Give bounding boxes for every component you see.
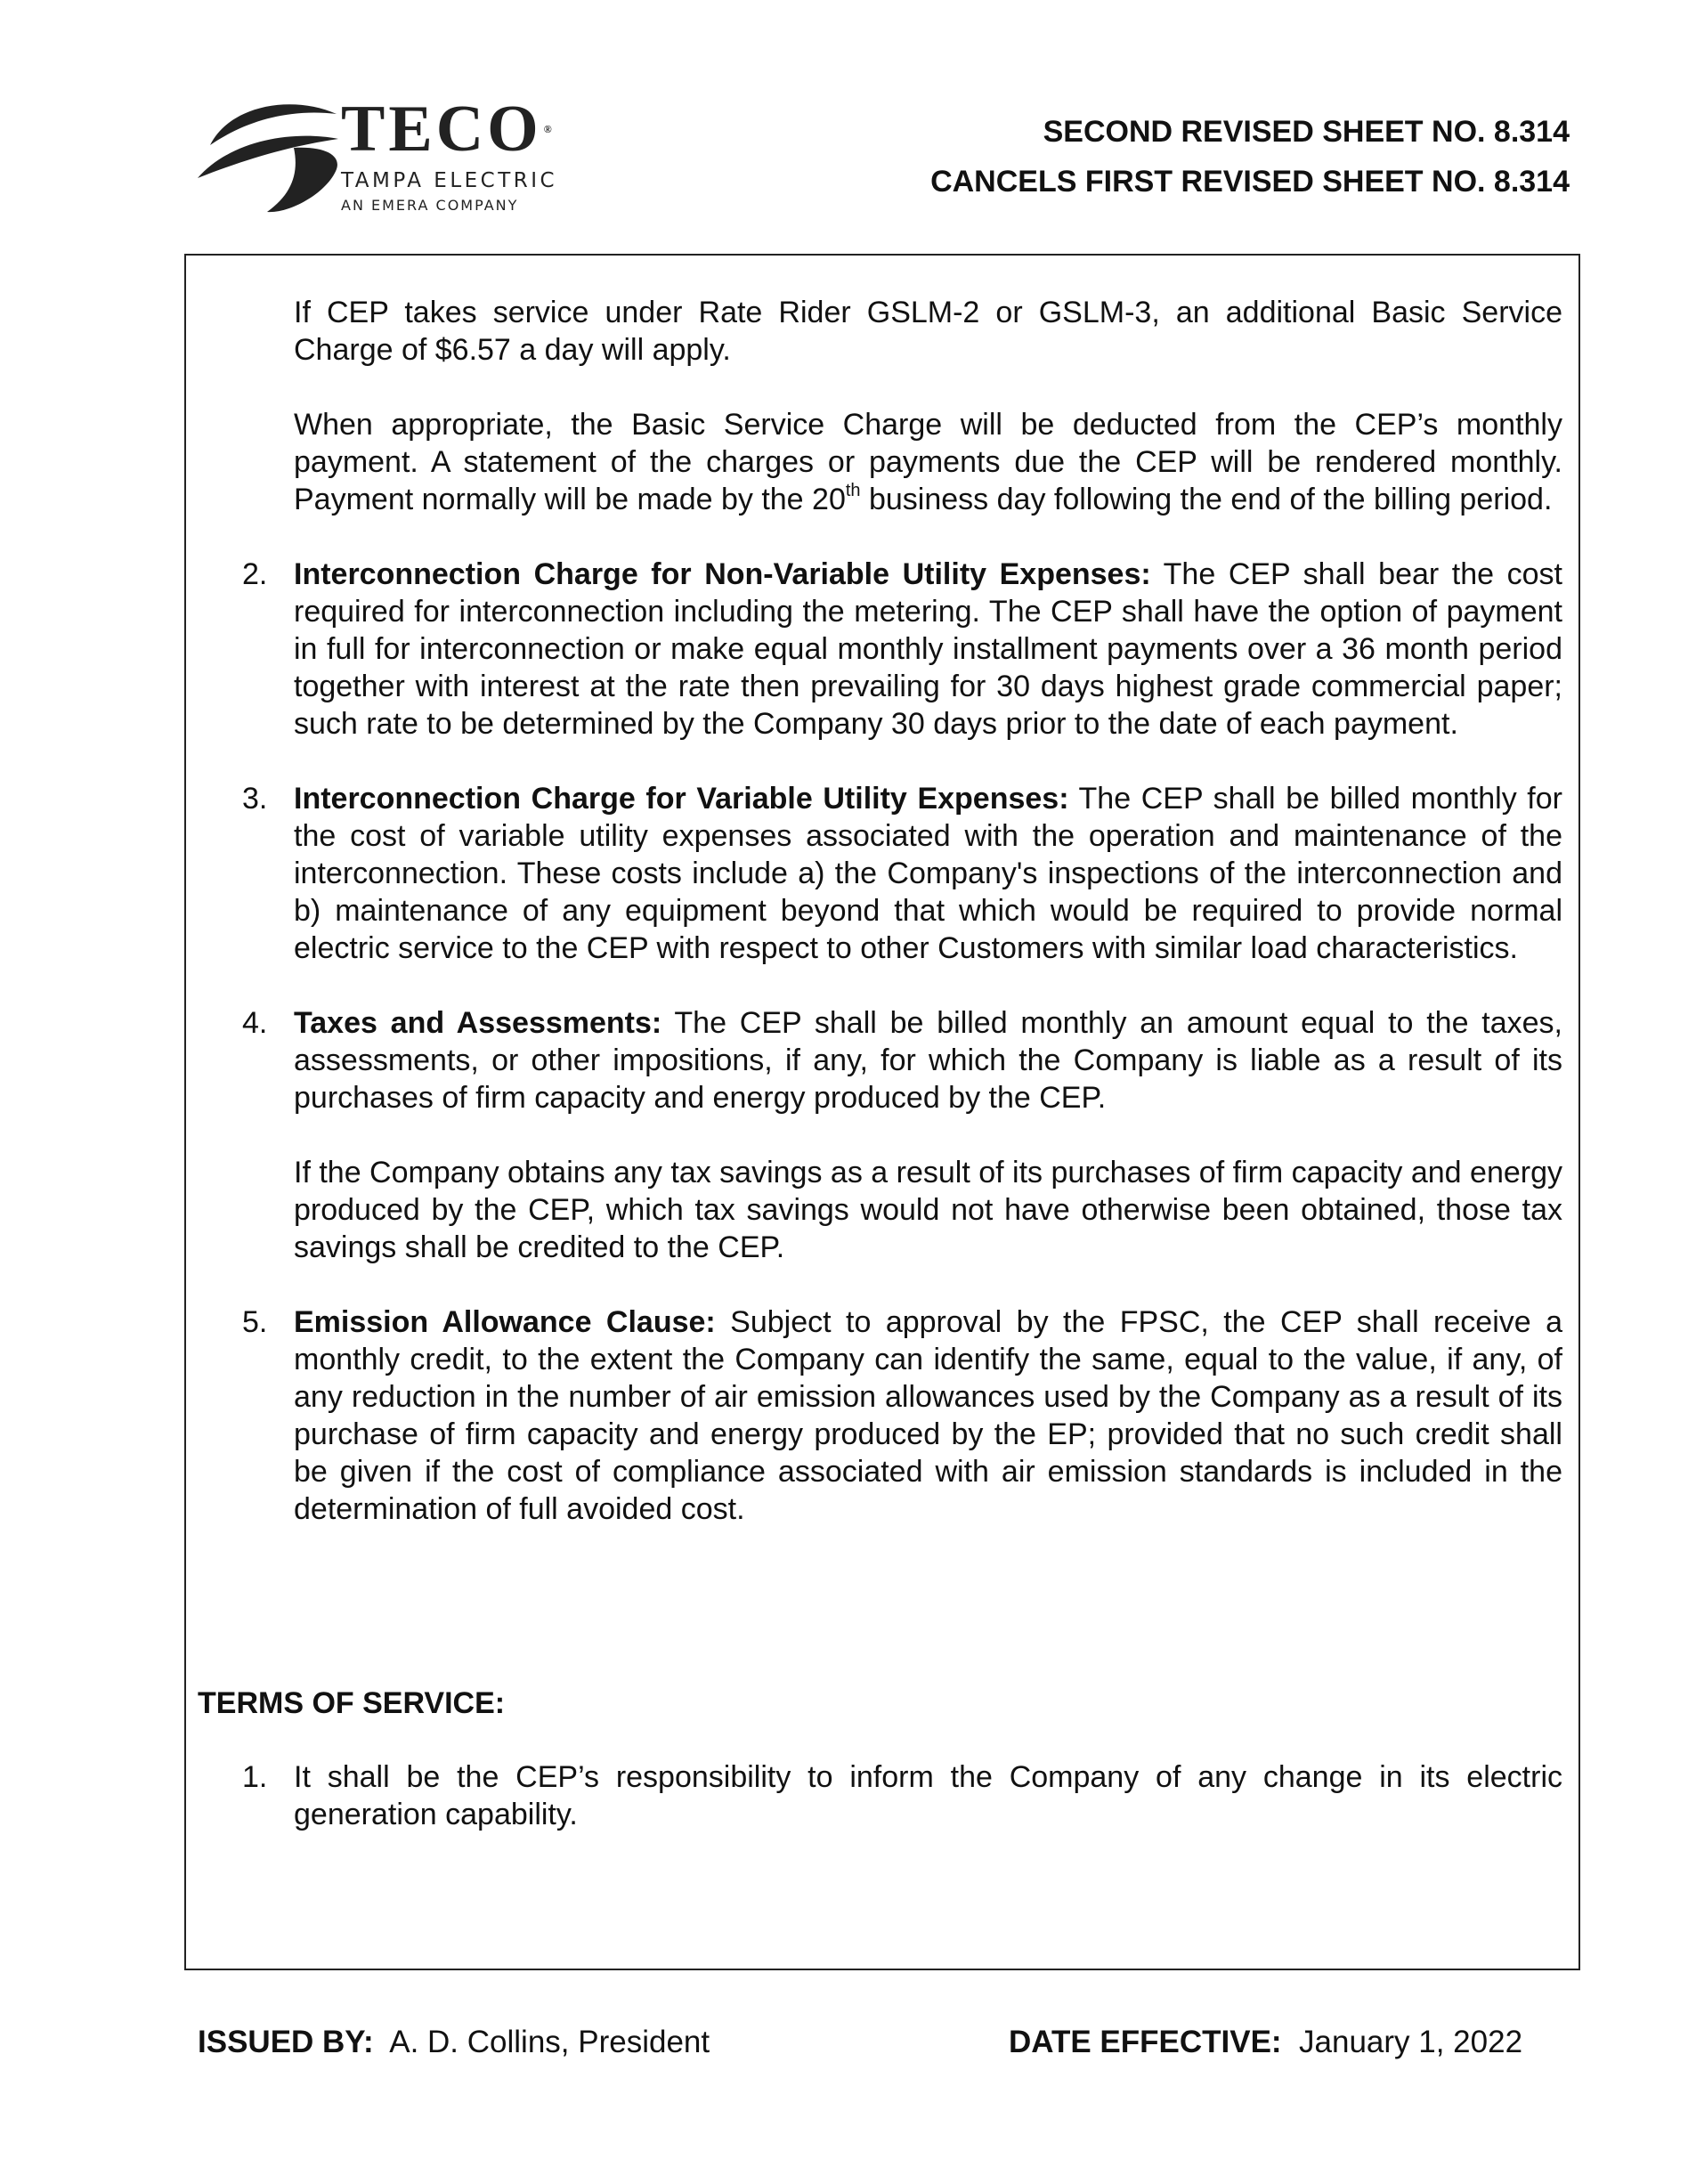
- logo-brand: TECO ®: [341, 93, 556, 166]
- list-item: [242, 556, 1562, 743]
- issued-by-value: A. D. Collins, President: [373, 2025, 710, 2059]
- item-text: Subject to approval by the FPSC, the CEP shall receive a monthly credit, to the extent the Company can identify the same, equal to the value, if any, of any reduction in the number of air emission allowances used by the Company as a result of its purchase of firm capacity and energy produced by the EP; provided that no such credit shall be given if the cost of compliance associated with air emission standards is included in the determination of full avoided cost.: [294, 1305, 1563, 1526]
- date-effective: [1009, 2024, 1522, 2061]
- list-item: [242, 1004, 1562, 1116]
- list-item: [242, 1303, 1563, 1528]
- item-title: Interconnection Charge for Non-Variable Utility Expenses:: [294, 557, 1151, 591]
- list-number: 3.: [242, 782, 268, 816]
- cancels-sheet-number: CANCELS FIRST REVISED SHEET NO. 8.314: [930, 165, 1570, 199]
- paragraph-gslm: If CEP takes service under Rate Rider GSLM-2 or GSLM-3, an additional Basic Service Charge of $6.57 a day will apply.: [294, 296, 1562, 367]
- list-number: 1.: [242, 1760, 268, 1794]
- list-number: 2.: [242, 557, 268, 591]
- paragraph-basic-service-charge: When appropriate, the Basic Service Charge will be deducted from the CEP’s monthly payment. A statement of the charges or payments due the CEP will be rendered monthly. Payment normally will be made by the 20th business day following the end of the billing period.: [294, 408, 1562, 516]
- list-number: 4.: [242, 1006, 268, 1040]
- item-title: Emission Allowance Clause:: [294, 1305, 716, 1339]
- terms-of-service-heading: TERMS OF SERVICE:: [198, 1686, 506, 1720]
- sheet-identifiers: [930, 107, 1570, 207]
- logo-subtitle: TAMPA ELECTRIC: [341, 169, 558, 192]
- swoosh-icon: [194, 96, 341, 216]
- item-text: The CEP shall bear the cost required for interconnection including the metering. The CEP shall have the option of payment in full for interconnection or make equal monthly installment payments over a 36 month period together with interest at the rate then prevailing for 30 days highest grade commercial paper; such rate to be determined by the Company 30 days prior to the date of each payment.: [294, 557, 1562, 741]
- date-effective-label: DATE EFFECTIVE:: [1009, 2025, 1282, 2059]
- logo-tagline: AN EMERA COMPANY: [341, 197, 519, 214]
- trademark-symbol: ®: [543, 123, 556, 135]
- date-effective-value: January 1, 2022: [1281, 2025, 1523, 2059]
- item-title: Interconnection Charge for Variable Utility Expenses:: [294, 782, 1069, 816]
- paragraph-tax-savings: If the Company obtains any tax savings as a result of its purchases of firm capacity and energy produced by the CEP, which tax savings would not have otherwise been obtained, those tax savings shall be credited to the CEP.: [294, 1156, 1562, 1264]
- terms-list: [242, 1758, 1562, 1871]
- issued-by: [198, 2024, 710, 2061]
- item-text: The CEP shall be billed monthly an amount equal to the taxes, assessments, or other impositions, if any, for which the Company is liable as a result of its purchases of firm capacity and energy produced by the CEP.: [294, 1006, 1562, 1115]
- item-text: The CEP shall be billed monthly for the cost of variable utility expenses associated with the operation and maintenance of the interconnection. These costs include a) the Company's inspections of the interconnection and b) maintenance of any equipment beyond that which would be required to provide normal electric service to the CEP with respect to other Customers with similar load characteristics.: [294, 782, 1562, 965]
- list-item: [242, 1758, 1562, 1833]
- list-number: 5.: [242, 1305, 268, 1339]
- list-item: [242, 780, 1562, 967]
- company-logo: [194, 93, 657, 216]
- item-title: Taxes and Assessments:: [294, 1006, 662, 1040]
- item-text: It shall be the CEP’s responsibility to inform the Company of any change in its electric generation capability.: [294, 1760, 1562, 1831]
- issued-by-label: ISSUED BY:: [198, 2025, 374, 2059]
- tariff-body: [242, 294, 1563, 1565]
- sheet-number: SECOND REVISED SHEET NO. 8.314: [1043, 115, 1570, 149]
